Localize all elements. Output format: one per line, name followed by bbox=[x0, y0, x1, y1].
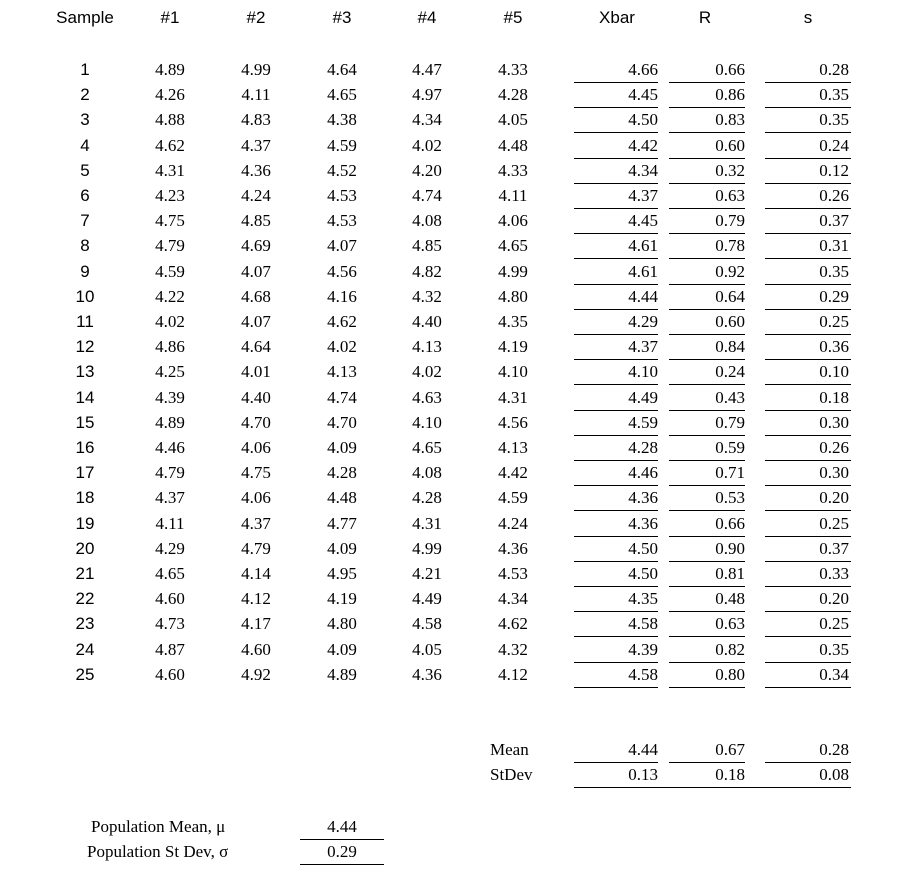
sample-value-5: 4.34 bbox=[498, 589, 528, 608]
sample-value-3: 4.56 bbox=[327, 262, 357, 281]
sample-value-1: 4.31 bbox=[155, 161, 185, 180]
sample-number: 23 bbox=[75, 614, 95, 633]
sample-value-2: 4.83 bbox=[241, 110, 271, 129]
sample-value-4: 4.85 bbox=[412, 236, 442, 255]
sample-value-3: 4.74 bbox=[327, 388, 357, 407]
sample-value-2: 4.06 bbox=[241, 488, 271, 507]
sample-value-1: 4.02 bbox=[155, 312, 185, 331]
xbar-value: 4.28 bbox=[628, 438, 658, 457]
sample-value-5: 4.53 bbox=[498, 564, 528, 583]
r-value: 0.90 bbox=[715, 539, 745, 558]
sample-value-1: 4.89 bbox=[155, 413, 185, 432]
sample-number: 13 bbox=[75, 362, 95, 381]
sample-value-5: 4.11 bbox=[498, 186, 528, 205]
sample-value-5: 4.35 bbox=[498, 312, 528, 331]
sample-value-3: 4.19 bbox=[327, 589, 357, 608]
sample-value-2: 4.17 bbox=[241, 614, 271, 633]
sample-value-3: 4.64 bbox=[327, 60, 357, 79]
xbar-value: 4.45 bbox=[628, 85, 658, 104]
s-value: 0.31 bbox=[819, 236, 849, 255]
xbar-value: 4.44 bbox=[628, 287, 658, 306]
s-value: 0.25 bbox=[819, 312, 849, 331]
sample-value-3: 4.59 bbox=[327, 136, 357, 155]
sample-value-1: 4.62 bbox=[155, 136, 185, 155]
sample-value-3: 4.13 bbox=[327, 362, 357, 381]
sample-value-1: 4.86 bbox=[155, 337, 185, 356]
xbar-value: 4.29 bbox=[628, 312, 658, 331]
sample-value-3: 4.16 bbox=[327, 287, 357, 306]
sample-value-4: 4.47 bbox=[412, 60, 442, 79]
sample-value-5: 4.24 bbox=[498, 514, 528, 533]
sample-value-5: 4.65 bbox=[498, 236, 528, 255]
sample-value-4: 4.05 bbox=[412, 640, 442, 659]
sample-value-2: 4.12 bbox=[241, 589, 271, 608]
sample-value-5: 4.33 bbox=[498, 60, 528, 79]
sample-number: 19 bbox=[75, 514, 95, 533]
sample-number: 24 bbox=[75, 640, 95, 659]
sample-value-3: 4.48 bbox=[327, 488, 357, 507]
s-value: 0.35 bbox=[819, 262, 849, 281]
r-value: 0.71 bbox=[715, 463, 745, 482]
sample-value-5: 4.28 bbox=[498, 85, 528, 104]
r-value: 0.78 bbox=[715, 236, 745, 255]
sample-value-4: 4.08 bbox=[412, 463, 442, 482]
sample-value-4: 4.40 bbox=[412, 312, 442, 331]
s-value: 0.30 bbox=[819, 463, 849, 482]
sample-value-2: 4.70 bbox=[241, 413, 271, 432]
population-mean-underline bbox=[300, 839, 384, 840]
sample-number: 9 bbox=[80, 262, 90, 281]
sample-value-2: 4.92 bbox=[241, 665, 271, 684]
sample-value-5: 4.13 bbox=[498, 438, 528, 457]
mean-label: Mean bbox=[490, 740, 529, 759]
sample-value-1: 4.11 bbox=[155, 514, 185, 533]
s-value: 0.29 bbox=[819, 287, 849, 306]
r-value: 0.79 bbox=[715, 413, 745, 432]
header-x3: #3 bbox=[332, 8, 352, 27]
sample-value-4: 4.36 bbox=[412, 665, 442, 684]
header-x2: #2 bbox=[246, 8, 266, 27]
sample-value-1: 4.65 bbox=[155, 564, 185, 583]
sample-value-1: 4.60 bbox=[155, 589, 185, 608]
sample-value-2: 4.37 bbox=[241, 136, 271, 155]
header-x5: #5 bbox=[503, 8, 523, 27]
sample-value-1: 4.89 bbox=[155, 60, 185, 79]
sample-value-4: 4.08 bbox=[412, 211, 442, 230]
r-value: 0.43 bbox=[715, 388, 745, 407]
xbar-value: 4.39 bbox=[628, 640, 658, 659]
sample-number: 25 bbox=[75, 665, 95, 684]
sample-number: 7 bbox=[80, 211, 90, 230]
xbar-value: 4.50 bbox=[628, 539, 658, 558]
xbar-value: 4.59 bbox=[628, 413, 658, 432]
sample-value-1: 4.37 bbox=[155, 488, 185, 507]
population-mean-label: Population Mean, μ bbox=[91, 817, 226, 836]
sample-value-5: 4.62 bbox=[498, 614, 528, 633]
sample-value-5: 4.99 bbox=[498, 262, 528, 281]
sample-value-5: 4.59 bbox=[498, 488, 528, 507]
sample-value-5: 4.06 bbox=[498, 211, 528, 230]
s-value: 0.35 bbox=[819, 85, 849, 104]
sample-number: 8 bbox=[80, 236, 90, 255]
s-value: 0.37 bbox=[819, 211, 849, 230]
xbar-value: 4.58 bbox=[628, 614, 658, 633]
xbar-value: 4.37 bbox=[628, 337, 658, 356]
s-value: 0.36 bbox=[819, 337, 849, 356]
xbar-value: 4.10 bbox=[628, 362, 658, 381]
r-value: 0.59 bbox=[715, 438, 745, 457]
sample-value-1: 4.26 bbox=[155, 85, 185, 104]
sample-number: 21 bbox=[75, 564, 95, 583]
sample-value-3: 4.38 bbox=[327, 110, 357, 129]
r-value: 0.82 bbox=[715, 640, 745, 659]
population-stdev-label: Population St Dev, σ bbox=[87, 842, 229, 861]
xbar-value: 4.46 bbox=[628, 463, 658, 482]
xbar-value: 4.50 bbox=[628, 110, 658, 129]
sample-value-4: 4.02 bbox=[412, 136, 442, 155]
sample-number: 20 bbox=[75, 539, 95, 558]
s-value: 0.12 bbox=[819, 161, 849, 180]
xbar-value: 4.58 bbox=[628, 665, 658, 684]
sample-value-1: 4.79 bbox=[155, 236, 185, 255]
sample-value-3: 4.70 bbox=[327, 413, 357, 432]
r-value: 0.81 bbox=[715, 564, 745, 583]
xbar-value: 4.35 bbox=[628, 589, 658, 608]
s-value: 0.10 bbox=[819, 362, 849, 381]
xbar-value: 4.49 bbox=[628, 388, 658, 407]
s-value: 0.20 bbox=[819, 589, 849, 608]
r-value: 0.60 bbox=[715, 136, 745, 155]
sample-value-2: 4.37 bbox=[241, 514, 271, 533]
r-value: 0.79 bbox=[715, 211, 745, 230]
sample-number: 16 bbox=[75, 438, 95, 457]
xbar-value: 4.36 bbox=[628, 514, 658, 533]
sample-value-3: 4.28 bbox=[327, 463, 357, 482]
stdev-label: StDev bbox=[490, 765, 533, 784]
r-value: 0.92 bbox=[715, 262, 745, 281]
sample-value-3: 4.02 bbox=[327, 337, 357, 356]
sample-value-5: 4.80 bbox=[498, 287, 528, 306]
sample-value-3: 4.65 bbox=[327, 85, 357, 104]
sample-number: 10 bbox=[75, 287, 95, 306]
sample-value-4: 4.63 bbox=[412, 388, 442, 407]
mean-s: 0.28 bbox=[819, 740, 849, 759]
s-value: 0.26 bbox=[819, 186, 849, 205]
sample-number: 22 bbox=[75, 589, 95, 608]
sample-value-5: 4.10 bbox=[498, 362, 528, 381]
r-value: 0.66 bbox=[715, 514, 745, 533]
xbar-value: 4.37 bbox=[628, 186, 658, 205]
xbar-value: 4.36 bbox=[628, 488, 658, 507]
sample-value-4: 4.58 bbox=[412, 614, 442, 633]
sample-value-4: 4.02 bbox=[412, 362, 442, 381]
sample-value-4: 4.21 bbox=[412, 564, 442, 583]
sample-value-2: 4.07 bbox=[241, 312, 271, 331]
mean-xbar: 4.44 bbox=[628, 740, 658, 759]
sample-value-5: 4.31 bbox=[498, 388, 528, 407]
sample-number: 18 bbox=[75, 488, 95, 507]
sample-value-5: 4.56 bbox=[498, 413, 528, 432]
sample-value-4: 4.99 bbox=[412, 539, 442, 558]
sample-number: 3 bbox=[80, 110, 90, 129]
r-value: 0.66 bbox=[715, 60, 745, 79]
population-stdev-value: 0.29 bbox=[327, 842, 357, 861]
sample-value-1: 4.29 bbox=[155, 539, 185, 558]
sample-value-3: 4.53 bbox=[327, 186, 357, 205]
sample-number: 11 bbox=[76, 312, 94, 331]
sample-value-2: 4.01 bbox=[241, 362, 271, 381]
sample-value-4: 4.32 bbox=[412, 287, 442, 306]
s-value: 0.24 bbox=[819, 136, 849, 155]
sample-value-1: 4.60 bbox=[155, 665, 185, 684]
sample-number: 5 bbox=[80, 161, 90, 180]
sample-value-3: 4.07 bbox=[327, 236, 357, 255]
header-sample: Sample bbox=[56, 8, 114, 27]
s-value: 0.34 bbox=[819, 665, 849, 684]
sample-value-2: 4.69 bbox=[241, 236, 271, 255]
sample-number: 12 bbox=[75, 337, 95, 356]
s-value: 0.20 bbox=[819, 488, 849, 507]
r-value: 0.48 bbox=[715, 589, 745, 608]
r-value: 0.64 bbox=[715, 287, 745, 306]
sample-value-1: 4.88 bbox=[155, 110, 185, 129]
sample-value-4: 4.49 bbox=[412, 589, 442, 608]
sample-value-3: 4.95 bbox=[327, 564, 357, 583]
sample-number: 4 bbox=[80, 136, 90, 155]
s-value: 0.25 bbox=[819, 614, 849, 633]
s-value: 0.33 bbox=[819, 564, 849, 583]
xbar-value: 4.61 bbox=[628, 262, 658, 281]
sample-value-2: 4.64 bbox=[241, 337, 271, 356]
header-r: R bbox=[698, 8, 712, 27]
sample-value-5: 4.36 bbox=[498, 539, 528, 558]
r-value: 0.63 bbox=[715, 186, 745, 205]
header-s: s bbox=[803, 8, 813, 27]
sample-value-4: 4.65 bbox=[412, 438, 442, 457]
sample-value-1: 4.87 bbox=[155, 640, 185, 659]
sample-value-1: 4.59 bbox=[155, 262, 185, 281]
sample-value-3: 4.80 bbox=[327, 614, 357, 633]
sample-value-3: 4.77 bbox=[327, 514, 357, 533]
r-value: 0.24 bbox=[715, 362, 745, 381]
sample-value-5: 4.05 bbox=[498, 110, 528, 129]
xbar-value: 4.61 bbox=[628, 236, 658, 255]
xbar-value: 4.50 bbox=[628, 564, 658, 583]
population-stdev-underline bbox=[300, 864, 384, 865]
sample-value-1: 4.46 bbox=[155, 438, 185, 457]
s-value: 0.28 bbox=[819, 60, 849, 79]
sample-value-5: 4.42 bbox=[498, 463, 528, 482]
sample-value-3: 4.62 bbox=[327, 312, 357, 331]
sample-value-3: 4.52 bbox=[327, 161, 357, 180]
sample-value-2: 4.36 bbox=[241, 161, 271, 180]
r-value: 0.32 bbox=[715, 161, 745, 180]
sample-value-3: 4.53 bbox=[327, 211, 357, 230]
stdev-r: 0.18 bbox=[715, 765, 745, 784]
sample-value-1: 4.75 bbox=[155, 211, 185, 230]
r-value: 0.83 bbox=[715, 110, 745, 129]
sample-value-4: 4.10 bbox=[412, 413, 442, 432]
sample-value-5: 4.48 bbox=[498, 136, 528, 155]
sample-value-4: 4.82 bbox=[412, 262, 442, 281]
s-value: 0.37 bbox=[819, 539, 849, 558]
header-x1: #1 bbox=[160, 8, 180, 27]
r-value: 0.53 bbox=[715, 488, 745, 507]
header-x4: #4 bbox=[417, 8, 437, 27]
sample-value-3: 4.09 bbox=[327, 438, 357, 457]
sample-value-2: 4.07 bbox=[241, 262, 271, 281]
sample-value-2: 4.79 bbox=[241, 539, 271, 558]
sample-value-5: 4.12 bbox=[498, 665, 528, 684]
sample-value-2: 4.06 bbox=[241, 438, 271, 457]
xbar-value: 4.34 bbox=[628, 161, 658, 180]
s-value: 0.30 bbox=[819, 413, 849, 432]
header-xbar: Xbar bbox=[599, 8, 635, 27]
xbar-value: 4.66 bbox=[628, 60, 658, 79]
sample-value-2: 4.24 bbox=[241, 186, 271, 205]
sample-value-2: 4.14 bbox=[241, 564, 271, 583]
s-value: 0.18 bbox=[819, 388, 849, 407]
sample-value-1: 4.73 bbox=[155, 614, 185, 633]
sample-number: 17 bbox=[75, 463, 95, 482]
s-value: 0.25 bbox=[819, 514, 849, 533]
sample-value-4: 4.74 bbox=[412, 186, 442, 205]
s-value: 0.35 bbox=[819, 640, 849, 659]
sample-value-3: 4.09 bbox=[327, 539, 357, 558]
sample-value-2: 4.75 bbox=[241, 463, 271, 482]
sample-value-1: 4.22 bbox=[155, 287, 185, 306]
sample-number: 1 bbox=[80, 60, 90, 79]
r-value: 0.63 bbox=[715, 614, 745, 633]
r-value: 0.86 bbox=[715, 85, 745, 104]
s-value: 0.35 bbox=[819, 110, 849, 129]
sample-value-4: 4.97 bbox=[412, 85, 442, 104]
sample-number: 15 bbox=[75, 413, 95, 432]
stdev-xbar: 0.13 bbox=[628, 765, 658, 784]
sample-value-2: 4.68 bbox=[241, 287, 271, 306]
sample-number: 2 bbox=[80, 85, 90, 104]
xbar-value: 4.45 bbox=[628, 211, 658, 230]
sample-value-4: 4.34 bbox=[412, 110, 442, 129]
stdev-s: 0.08 bbox=[819, 765, 849, 784]
sample-value-4: 4.20 bbox=[412, 161, 442, 180]
sample-value-2: 4.11 bbox=[241, 85, 271, 104]
sample-value-3: 4.09 bbox=[327, 640, 357, 659]
r-value: 0.60 bbox=[715, 312, 745, 331]
sample-value-2: 4.60 bbox=[241, 640, 271, 659]
sample-value-5: 4.33 bbox=[498, 161, 528, 180]
sample-number: 14 bbox=[75, 388, 95, 407]
sample-value-4: 4.28 bbox=[412, 488, 442, 507]
sample-value-2: 4.85 bbox=[241, 211, 271, 230]
s-value: 0.26 bbox=[819, 438, 849, 457]
mean-r: 0.67 bbox=[715, 740, 745, 759]
sample-value-1: 4.39 bbox=[155, 388, 185, 407]
sample-value-2: 4.40 bbox=[241, 388, 271, 407]
sample-value-3: 4.89 bbox=[327, 665, 357, 684]
sample-value-2: 4.99 bbox=[241, 60, 271, 79]
r-value: 0.84 bbox=[715, 337, 745, 356]
sample-value-1: 4.79 bbox=[155, 463, 185, 482]
sample-value-1: 4.23 bbox=[155, 186, 185, 205]
sample-value-5: 4.32 bbox=[498, 640, 528, 659]
sample-value-5: 4.19 bbox=[498, 337, 528, 356]
population-mean-value: 4.44 bbox=[327, 817, 357, 836]
sample-value-1: 4.25 bbox=[155, 362, 185, 381]
r-value: 0.80 bbox=[715, 665, 745, 684]
sample-value-4: 4.31 bbox=[412, 514, 442, 533]
sample-number: 6 bbox=[80, 186, 90, 205]
sample-value-4: 4.13 bbox=[412, 337, 442, 356]
xbar-value: 4.42 bbox=[628, 136, 658, 155]
